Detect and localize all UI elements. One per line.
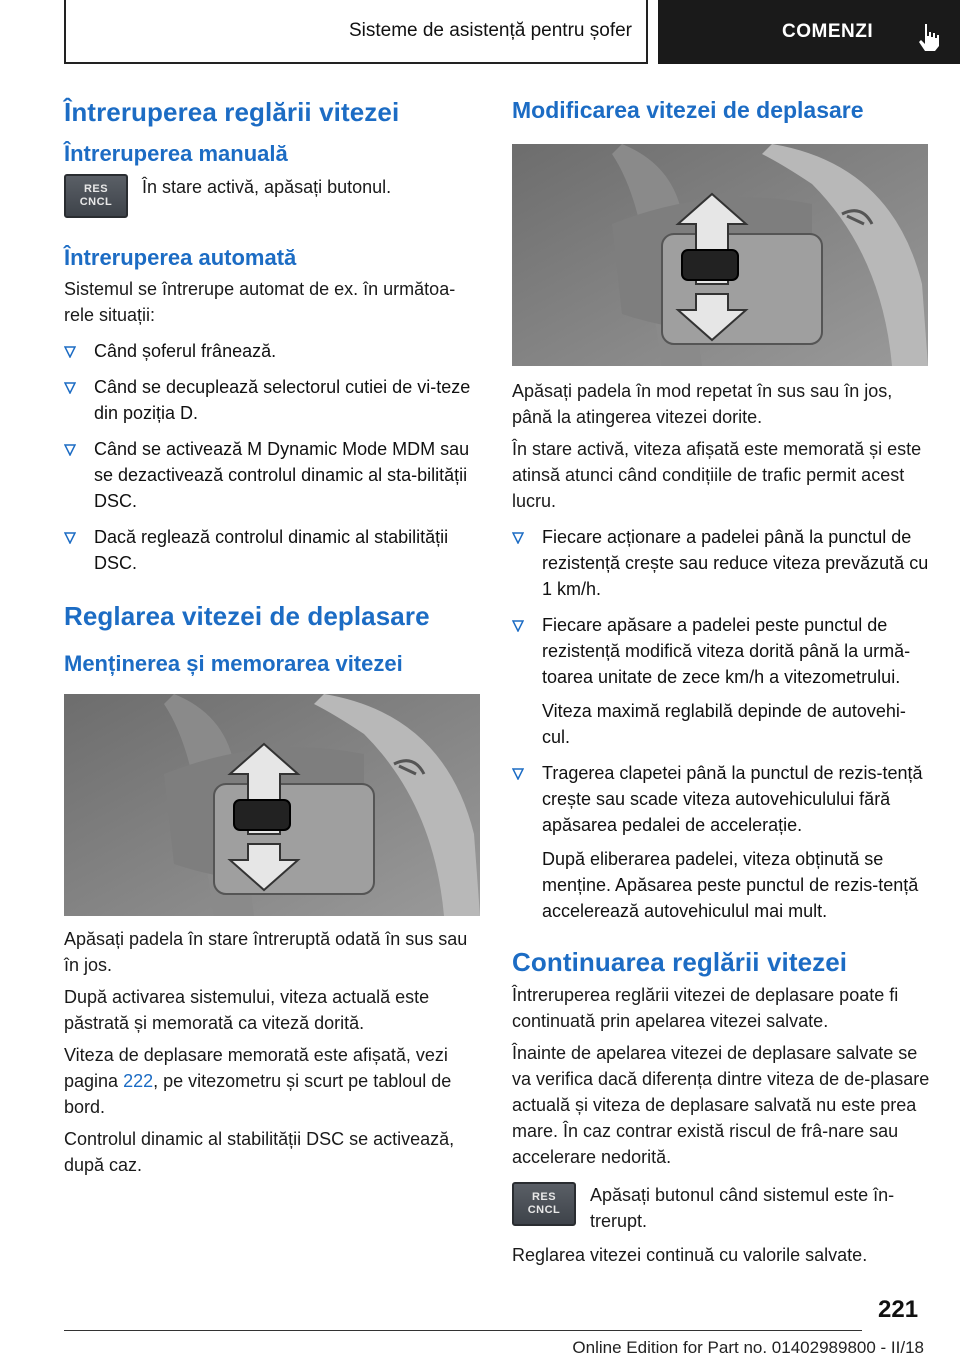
steering-wheel-illustration <box>64 694 480 916</box>
auto-intro: Sistemul se întrerupe automat de ex. în următoa-rele situații: <box>64 279 456 325</box>
section-title: Sisteme de asistență pentru șofer <box>348 20 632 41</box>
keep-p3: Viteza de deplasare memorată este afișată, vezi pagina 222, pe vitezometru și scurt pe tabloul de bord. <box>64 1045 452 1117</box>
heading-interrupt: Întreruperea reglării vitezei <box>64 97 400 127</box>
list-item: Când se decuplează selectorul cutiei de vi-teze din poziția D. <box>64 374 482 426</box>
list-item: Dacă reglează controlul dinamic al stabilității DSC. <box>64 524 482 576</box>
heading-manual: Întreruperea manuală <box>64 141 288 166</box>
continue-btn-text: Apăsați butonul când sistemul este în-trerupt. <box>590 1185 895 1231</box>
modify-p1: Apăsați padela în mod repetat în sus sau în jos, până la atingerea vitezei dorite. <box>512 381 893 427</box>
footer-divider <box>64 1330 862 1331</box>
heading-keep: Menținerea și memorarea vitezei <box>64 651 403 676</box>
keep-p2: După activarea sistemului, viteza actuală este păstrată și memorată ca viteză dorită. <box>64 987 430 1033</box>
triangle-bullet-icon <box>64 532 76 544</box>
header-tab[interactable] <box>658 0 960 64</box>
keep-p1: Apăsați padela în stare întreruptă odată în sus sau în jos. <box>64 929 468 975</box>
list-item: Când se activează M Dynamic Mode MDM sau se dezactivează controlul dinamic al sta-bilității DSC. <box>64 436 482 514</box>
heading-continue: Continuarea reglării vitezei <box>512 947 848 977</box>
triangle-bullet-icon <box>512 532 524 544</box>
modify-list <box>512 524 930 924</box>
list-item: Fiecare acționare a padelei până la punctul de rezistență crește sau reduce viteza prevăzută cu 1 km/h. <box>512 524 930 602</box>
triangle-bullet-icon <box>512 620 524 632</box>
continue-p5: Reglarea vitezei continuă cu valorile salvate. <box>512 1245 868 1265</box>
modify-p2: În stare activă, viteza afișată este memorată și este atinsă atunci când condițiile de trafic permit acest lucru. <box>512 439 922 511</box>
res-cncl-button-icon-2: RES CNCL <box>512 1182 576 1226</box>
continue-button-row <box>512 1182 930 1234</box>
hand-pointer-icon <box>916 22 942 52</box>
keep-p4: Controlul dinamic al stabilității DSC se activează, după caz. <box>64 1129 455 1175</box>
res-cncl-button-icon: RES CNCL <box>64 174 128 218</box>
triangle-bullet-icon <box>64 444 76 456</box>
list-item: Când șoferul frânează. <box>64 338 482 364</box>
triangle-bullet-icon <box>64 382 76 394</box>
manual-row <box>64 174 482 218</box>
heading-regulate: Reglarea vitezei de deplasare <box>64 601 430 631</box>
list-item: Tragerea clapetei până la punctul de rezis-tență crește sau scade viteza autovehiculului fără apăsarea pedalei de accelerație. După eliberarea padelei, viteza obținută se menține. Apăsarea peste punctul de rezis-tență accelerează autovehiculul mai mult. <box>512 760 930 924</box>
heading-modify: Modificarea vitezei de deplasare <box>512 97 864 123</box>
auto-list <box>64 338 482 576</box>
left-column <box>64 96 482 1178</box>
manual-text: În stare activă, apăsați butonul. <box>142 177 392 197</box>
triangle-bullet-icon <box>512 768 524 780</box>
header-section-title <box>64 0 648 64</box>
tab-label: COMENZI <box>782 21 874 42</box>
right-column <box>512 96 930 1268</box>
heading-auto: Întreruperea automată <box>64 245 297 270</box>
continue-p4: Înainte de apelarea vitezei de deplasare salvate se va verifica dacă diferența dintre viteza de de-plasare actuală și viteza de deplasare salvată nu este prea mare. În caz contrar există riscul de frâ-nare sau accelerare nedorită. <box>512 1043 930 1167</box>
footer-edition: Online Edition for Part no. 01402989800 - II/18 <box>572 1338 924 1357</box>
page-number: 221 <box>878 1296 919 1323</box>
page-link[interactable]: 222 <box>123 1071 154 1091</box>
list-item: Fiecare apăsare a padelei peste punctul de rezistență modifică viteza dorită până la urmă-toarea unitate de zece km/h a vitezometrului. Viteza maximă reglabilă depinde de autovehi-cul. <box>512 612 930 750</box>
continue-p3: Întreruperea reglării vitezei de deplasare poate fi continuată prin apelarea vitezei salvate. <box>512 985 899 1031</box>
steering-wheel-illustration-2 <box>512 144 928 366</box>
triangle-bullet-icon <box>64 346 76 358</box>
